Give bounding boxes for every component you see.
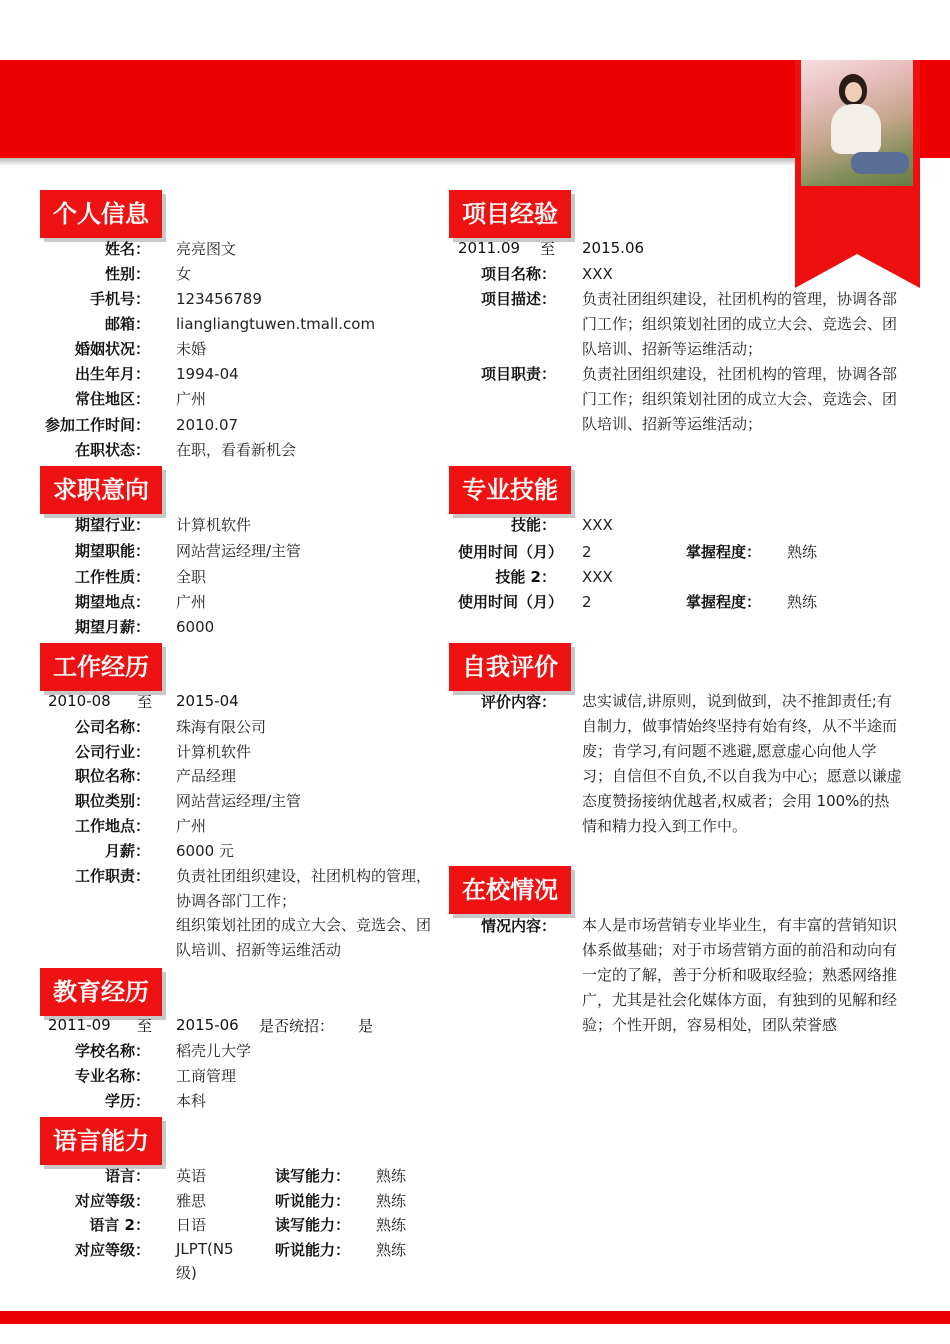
edu-from: 2011-09 xyxy=(48,1016,111,1034)
bottom-bar xyxy=(0,1311,950,1324)
start-work-label: 参加工作时间： xyxy=(44,416,150,434)
degree-label: 学历： xyxy=(104,1092,150,1110)
edu-to: 2015-06 xyxy=(176,1016,239,1034)
skill1-label: 技能： xyxy=(510,516,556,534)
intent-industry-label: 期望行业： xyxy=(74,516,150,534)
email-label: 邮箱： xyxy=(104,315,150,333)
self-eval-text: 忠实诚信,讲原则，说到做到，决不推卸责任;有自制力，做事情始终坚持有始有终，从不半途而废；肯学习,有问题不逃避,愿意虚心向他人学习；自信但不自负,不以自我为中心；愿意以谦虚态度赞扬接纳优越者,权威者；会用 100%的热情和精力投入到工作中。 xyxy=(582,692,902,835)
project-desc-text: 负责社团组织建设，社团机构的管理，协调各部门工作；组织策划社团的成立大会、竞选会、团队培训、招新等运维活动； xyxy=(582,290,898,358)
name-label: 姓名： xyxy=(104,240,150,258)
project-to: 2015.06 xyxy=(582,239,645,257)
position-value: 产品经理 xyxy=(176,767,237,785)
mastery2-value: 熟练 xyxy=(787,593,818,611)
intent-salary-value: 6000 xyxy=(176,618,215,636)
intent-type-label: 工作性质： xyxy=(74,568,150,586)
intent-job-label: 期望职能： xyxy=(74,542,150,560)
skill1-value: XXX xyxy=(582,516,613,534)
profile-photo xyxy=(801,60,913,186)
gender-value: 女 xyxy=(176,265,192,283)
work-to-word: 至 xyxy=(137,693,153,711)
school-value: 稻壳儿大学 xyxy=(176,1042,252,1060)
birth-value: 1994-04 xyxy=(176,365,239,383)
work-duty-text-2: 组织策划社团的成立大会、竞选会、团队培训、招新等运维活动 xyxy=(176,916,432,959)
project-duty-text: 负责社团组织建设，社团机构的管理，协调各部门工作；组织策划社团的成立大会、竞选会、团队培训、招新等运维活动； xyxy=(582,365,898,433)
ls1-value: 熟练 xyxy=(376,1192,407,1210)
level2-label: 对应等级： xyxy=(74,1241,150,1259)
self-eval-label: 评价内容： xyxy=(480,693,556,711)
ls2-value: 熟练 xyxy=(376,1241,407,1259)
edu-to-word: 至 xyxy=(137,1017,153,1035)
rw2-label: 读写能力： xyxy=(275,1216,351,1234)
work-place-value: 广州 xyxy=(176,817,207,835)
company-industry-label: 公司行业： xyxy=(74,743,150,761)
work-to: 2015-04 xyxy=(176,692,239,710)
project-duty-label: 项目职责： xyxy=(480,365,556,383)
area-label: 常住地区： xyxy=(74,390,150,408)
school-label: 学校名称： xyxy=(74,1042,150,1060)
company-label: 公司名称： xyxy=(74,718,150,736)
skill2-label: 技能 2： xyxy=(495,568,556,586)
intent-place-value: 广州 xyxy=(176,593,207,611)
major-label: 专业名称： xyxy=(74,1067,150,1085)
project-desc-label: 项目描述： xyxy=(480,290,556,308)
major-value: 工商管理 xyxy=(176,1067,237,1085)
time1-label: 使用时间（月） xyxy=(458,543,564,561)
start-work-value: 2010.07 xyxy=(176,416,239,434)
intent-salary-label: 期望月薪： xyxy=(74,618,150,636)
level1-value: 雅思 xyxy=(176,1192,207,1210)
lang2-value: 日语 xyxy=(176,1216,207,1234)
section-personal-info: 个人信息 xyxy=(40,190,162,238)
skill2-value: XXX xyxy=(582,568,613,586)
section-skills: 专业技能 xyxy=(449,466,571,514)
mastery1-label: 掌握程度： xyxy=(686,543,762,561)
ls1-label: 听说能力： xyxy=(275,1192,351,1210)
ls2-label: 听说能力： xyxy=(275,1241,351,1259)
project-to-word: 至 xyxy=(540,240,556,258)
section-job-intent: 求职意向 xyxy=(40,466,162,514)
work-duty-text-1: 负责社团组织建设，社团机构的管理，协调各部门工作； xyxy=(176,867,432,910)
rw1-value: 熟练 xyxy=(376,1167,407,1185)
lang1-label: 语言： xyxy=(104,1167,150,1185)
status-label: 在职状态： xyxy=(74,441,150,459)
level2-value: JLPT(N5级) xyxy=(176,1240,234,1282)
time2-label: 使用时间（月） xyxy=(458,593,564,611)
lang1-value: 英语 xyxy=(176,1167,207,1185)
work-place-label: 工作地点： xyxy=(74,817,150,835)
company-value: 珠海有限公司 xyxy=(176,718,267,736)
work-from: 2010-08 xyxy=(48,692,111,710)
company-industry-value: 计算机软件 xyxy=(176,743,252,761)
school-eval-text: 本人是市场营销专业毕业生，有丰富的营销知识体系做基础；对于市场营销方面的前沿和动向有一定的了解，善于分析和吸取经验；熟悉网络推广，尤其是社会化媒体方面，有独到的见解和经验；个性开朗，容易相处，团队荣誉感 xyxy=(582,916,898,1034)
degree-value: 本科 xyxy=(176,1092,207,1110)
area-value: 广州 xyxy=(176,390,207,408)
status-value: 在职，看看新机会 xyxy=(176,441,297,459)
work-salary-value: 6000 元 xyxy=(176,842,234,860)
name-value: 亮亮图文 xyxy=(176,240,237,258)
rw1-label: 读写能力： xyxy=(275,1167,351,1185)
birth-label: 出生年月： xyxy=(74,365,150,383)
marital-value: 未婚 xyxy=(176,340,207,358)
time1-value: 2 xyxy=(582,543,592,561)
email-value: liangliangtuwen.tmall.com xyxy=(176,315,376,333)
intent-job-value: 网站营运经理/主管 xyxy=(176,542,302,560)
intent-type-value: 全职 xyxy=(176,568,207,586)
work-duty-label: 工作职责： xyxy=(74,867,150,885)
category-value: 网站营运经理/主管 xyxy=(176,792,302,810)
marital-label: 婚姻状况： xyxy=(74,340,150,358)
category-label: 职位类别： xyxy=(74,792,150,810)
time2-value: 2 xyxy=(582,593,592,611)
level1-label: 对应等级： xyxy=(74,1192,150,1210)
section-education: 教育经历 xyxy=(40,968,162,1016)
school-eval-label: 情况内容： xyxy=(480,917,556,935)
section-self-evaluation: 自我评价 xyxy=(449,643,571,691)
gender-label: 性别： xyxy=(104,265,150,283)
unified-label: 是否统招： xyxy=(259,1017,335,1035)
rw2-value: 熟练 xyxy=(376,1216,407,1234)
section-language: 语言能力 xyxy=(40,1117,162,1165)
section-school: 在校情况 xyxy=(449,866,571,914)
phone-label: 手机号： xyxy=(89,290,150,308)
unified-value: 是 xyxy=(358,1017,374,1035)
intent-place-label: 期望地点： xyxy=(74,593,150,611)
lang2-label: 语言 2： xyxy=(89,1216,150,1234)
project-name-value: XXX xyxy=(582,265,613,283)
project-from: 2011.09 xyxy=(458,239,521,257)
section-work-experience: 工作经历 xyxy=(40,643,162,691)
mastery2-label: 掌握程度： xyxy=(686,593,762,611)
phone-value: 123456789 xyxy=(176,290,262,308)
intent-industry-value: 计算机软件 xyxy=(176,516,252,534)
mastery1-value: 熟练 xyxy=(787,543,818,561)
position-label: 职位名称： xyxy=(74,767,150,785)
banner-shadow xyxy=(0,158,800,166)
project-name-label: 项目名称： xyxy=(480,265,556,283)
work-salary-label: 月薪： xyxy=(104,842,150,860)
section-project: 项目经验 xyxy=(449,190,571,238)
